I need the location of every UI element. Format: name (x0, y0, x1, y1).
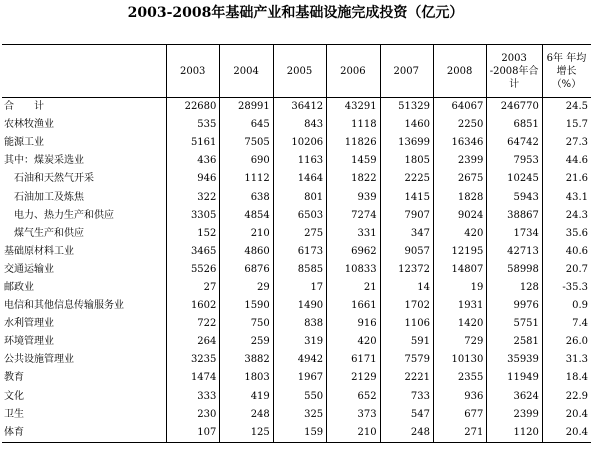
table-cell: 248 (380, 424, 433, 443)
table-cell: 11949 (487, 369, 543, 387)
table-cell: 1805 (380, 152, 433, 170)
table-cell: 31.3 (542, 351, 591, 369)
table-cell: 750 (220, 315, 273, 333)
table-cell: 652 (327, 388, 380, 406)
table-cell: 210 (220, 225, 273, 243)
table-cell: 1967 (273, 369, 326, 387)
table-cell: 645 (220, 116, 273, 134)
table-cell: 916 (327, 315, 380, 333)
table-cell: 2221 (380, 369, 433, 387)
table-cell: 15.7 (542, 116, 591, 134)
table-cell: 1490 (273, 297, 326, 315)
table-title: 2003-2008年基础产业和基础设施完成投资（亿元） (127, 5, 464, 21)
table-row (2, 333, 591, 351)
table-cell: 946 (167, 170, 220, 188)
table-cell: 7953 (487, 152, 543, 170)
table-cell: 248 (220, 406, 273, 424)
table-cell: 51329 (380, 98, 433, 117)
table-cell: 6171 (327, 351, 380, 369)
table-cell: 1415 (380, 188, 433, 206)
table-cell: 36412 (273, 98, 326, 117)
table-row (2, 243, 591, 261)
row-label: 其中：煤炭采选业 (4, 155, 84, 167)
table-cell: 5526 (167, 261, 220, 279)
table-cell: 690 (220, 152, 273, 170)
table-cell: 1931 (433, 297, 486, 315)
table-cell: 722 (167, 315, 220, 333)
table-cell: 107 (167, 424, 220, 443)
table-cell: 1163 (273, 152, 326, 170)
table-cell: 152 (167, 225, 220, 243)
table-row (2, 424, 591, 443)
table-cell: 1590 (220, 297, 273, 315)
table-cell: 29 (220, 279, 273, 297)
table-cell: 331 (327, 225, 380, 243)
table-cell: 12195 (433, 243, 486, 261)
row-label: 能源工业 (4, 137, 44, 149)
header-cell-growth: 6年 年均 增长 （%） (542, 45, 591, 98)
table-cell: 419 (220, 388, 273, 406)
row-label: 环境管理业 (4, 336, 54, 348)
header-row (2, 45, 591, 98)
row-label: 合 计 (4, 101, 44, 113)
table-cell: 1803 (220, 369, 273, 387)
table-cell: 20.7 (542, 261, 591, 279)
row-label: 公共设施管理业 (4, 354, 74, 366)
row-label: 交通运输业 (4, 263, 54, 275)
table-cell: 20.4 (542, 406, 591, 424)
table-cell: 1118 (327, 116, 380, 134)
row-label: 体育 (2, 424, 167, 443)
table-cell: 35.6 (542, 225, 591, 243)
table-cell: 4854 (220, 207, 273, 225)
table-cell: 38867 (487, 207, 543, 225)
header-cell-2003: 2003 (167, 45, 220, 98)
table-cell: 17 (273, 279, 326, 297)
table-cell: 936 (433, 388, 486, 406)
table-cell: 27.3 (542, 134, 591, 152)
table-cell: 27 (167, 279, 220, 297)
header-cell-2008: 2008 (433, 45, 486, 98)
table-cell: 1822 (327, 170, 380, 188)
table-cell: 1464 (273, 170, 326, 188)
table-cell: 18.4 (542, 369, 591, 387)
table-cell: 259 (220, 333, 273, 351)
table-cell: 801 (273, 188, 326, 206)
table-cell: 44.6 (542, 152, 591, 170)
table-cell: 2675 (433, 170, 486, 188)
row-label: 电信和其他信息传输服务业 (4, 300, 124, 312)
row-label: 石油和天然气开采 (4, 173, 94, 185)
table-cell: 24.5 (542, 98, 591, 117)
row-label: 农林牧渔业 (4, 119, 54, 131)
table-cell: 1702 (380, 297, 433, 315)
table-cell: 939 (327, 188, 380, 206)
table-cell: 1120 (487, 424, 543, 443)
table-cell: 28991 (220, 98, 273, 117)
table-cell: 2250 (433, 116, 486, 134)
header-cell-0 (2, 45, 167, 98)
table-cell: 3235 (167, 351, 220, 369)
row-label: 卫生 (4, 408, 24, 420)
table-cell: 40.6 (542, 243, 591, 261)
table-row (2, 369, 591, 387)
table-cell: 677 (433, 406, 486, 424)
table-cell: 10833 (327, 261, 380, 279)
table-cell: 2225 (380, 170, 433, 188)
table-row (2, 297, 591, 315)
table-cell: 3465 (167, 243, 220, 261)
table-cell: 436 (167, 152, 220, 170)
table-row (2, 225, 591, 243)
table-cell: 5161 (167, 134, 220, 152)
table-cell: 7.4 (542, 315, 591, 333)
table-cell: 5751 (487, 315, 543, 333)
table-cell: 333 (167, 388, 220, 406)
table-cell: 843 (273, 116, 326, 134)
table-cell: 1420 (433, 315, 486, 333)
table-cell: 21.6 (542, 170, 591, 188)
table-row (2, 170, 591, 188)
row-label: 教育 (4, 372, 24, 384)
table-cell: 3305 (167, 207, 220, 225)
table-cell: 6503 (273, 207, 326, 225)
table-cell: 591 (380, 333, 433, 351)
table-cell: 159 (273, 424, 326, 443)
table-cell: 325 (273, 406, 326, 424)
table-cell: 319 (273, 333, 326, 351)
table-cell: 19 (433, 279, 486, 297)
table-cell: 6851 (487, 116, 543, 134)
table-cell: 550 (273, 388, 326, 406)
table-cell: 246770 (487, 98, 543, 117)
table-cell: 22680 (167, 98, 220, 117)
table-cell: 2129 (327, 369, 380, 387)
table-cell: 1106 (380, 315, 433, 333)
table-cell: 64067 (433, 98, 486, 117)
table-row (2, 388, 591, 406)
table-cell: 9976 (487, 297, 543, 315)
table-cell: 125 (220, 424, 273, 443)
table-cell: 271 (433, 424, 486, 443)
row-label: 电力、热力生产和供应 (4, 209, 114, 221)
table-row (2, 134, 591, 152)
table-cell: 128 (487, 279, 543, 297)
table-row (2, 207, 591, 225)
table-cell: 20.4 (542, 424, 591, 443)
table-cell: 11826 (327, 134, 380, 152)
table-cell: 264 (167, 333, 220, 351)
table-cell: 1828 (433, 188, 486, 206)
table-row (2, 261, 591, 279)
table-cell: 729 (433, 333, 486, 351)
table-cell: 420 (433, 225, 486, 243)
table-cell: 1460 (380, 116, 433, 134)
table-cell: 547 (380, 406, 433, 424)
table-row (2, 406, 591, 424)
table-cell: 347 (380, 225, 433, 243)
table-cell: 24.3 (542, 207, 591, 225)
row-label: 邮政业 (4, 281, 34, 293)
investment-table (2, 44, 591, 443)
table-cell: 6962 (327, 243, 380, 261)
table-cell: 58998 (487, 261, 543, 279)
header-cell-2006: 2006 (327, 45, 380, 98)
table-cell: -35.3 (542, 279, 591, 297)
row-label: 石油加工及炼焦 (4, 191, 84, 203)
table-cell: 1459 (327, 152, 380, 170)
table-cell: 373 (327, 406, 380, 424)
table-cell: 22.9 (542, 388, 591, 406)
table-cell: 64742 (487, 134, 543, 152)
table-cell: 4942 (273, 351, 326, 369)
table-cell: 733 (380, 388, 433, 406)
table-cell: 2355 (433, 369, 486, 387)
table-cell: 16346 (433, 134, 486, 152)
table-cell: 7907 (380, 207, 433, 225)
header-cell-2004: 2004 (220, 45, 273, 98)
table-cell: 275 (273, 225, 326, 243)
table-cell: 7579 (380, 351, 433, 369)
table-cell: 7274 (327, 207, 380, 225)
row-label: 基础原材料工业 (4, 245, 74, 257)
table-cell: 535 (167, 116, 220, 134)
table-row (2, 188, 591, 206)
table-cell: 26.0 (542, 333, 591, 351)
table-cell: 1661 (327, 297, 380, 315)
table-cell: 9057 (380, 243, 433, 261)
table-row (2, 116, 591, 134)
table-cell: 14807 (433, 261, 486, 279)
table-cell: 1474 (167, 369, 220, 387)
table-cell: 42713 (487, 243, 543, 261)
table-cell: 420 (327, 333, 380, 351)
table-cell: 1112 (220, 170, 273, 188)
table-cell: 2399 (487, 406, 543, 424)
table-row (2, 315, 591, 333)
header-cell-2007: 2007 (380, 45, 433, 98)
row-label: 煤气生产和供应 (4, 227, 84, 239)
table-cell: 210 (327, 424, 380, 443)
table-cell: 1734 (487, 225, 543, 243)
table-cell: 10245 (487, 170, 543, 188)
table-cell: 12372 (380, 261, 433, 279)
table-cell: 6173 (273, 243, 326, 261)
table-body (2, 98, 591, 443)
header-cell-total: 2003 -2008年合计 (487, 45, 543, 98)
table-cell: 838 (273, 315, 326, 333)
table-cell: 5943 (487, 188, 543, 206)
table-cell: 8585 (273, 261, 326, 279)
table-cell: 6876 (220, 261, 273, 279)
table-cell: 35939 (487, 351, 543, 369)
table-row (2, 152, 591, 170)
table-cell: 9024 (433, 207, 486, 225)
table-cell: 14 (380, 279, 433, 297)
table-row (2, 279, 591, 297)
table-cell: 322 (167, 188, 220, 206)
table-row (2, 98, 591, 117)
table-cell: 2581 (487, 333, 543, 351)
table-cell: 3882 (220, 351, 273, 369)
table-cell: 43291 (327, 98, 380, 117)
header-cell-2005: 2005 (273, 45, 326, 98)
table-cell: 21 (327, 279, 380, 297)
table-cell: 43.1 (542, 188, 591, 206)
table-cell: 2399 (433, 152, 486, 170)
row-label: 文化 (4, 390, 24, 402)
table-cell: 13699 (380, 134, 433, 152)
table-cell: 0.9 (542, 297, 591, 315)
row-label: 水利管理业 (4, 318, 54, 330)
table-cell: 3624 (487, 388, 543, 406)
table-cell: 10206 (273, 134, 326, 152)
table-cell: 1602 (167, 297, 220, 315)
table-cell: 638 (220, 188, 273, 206)
table-cell: 10130 (433, 351, 486, 369)
table-cell: 7505 (220, 134, 273, 152)
table-cell: 230 (167, 406, 220, 424)
table-row (2, 351, 591, 369)
table-cell: 4860 (220, 243, 273, 261)
